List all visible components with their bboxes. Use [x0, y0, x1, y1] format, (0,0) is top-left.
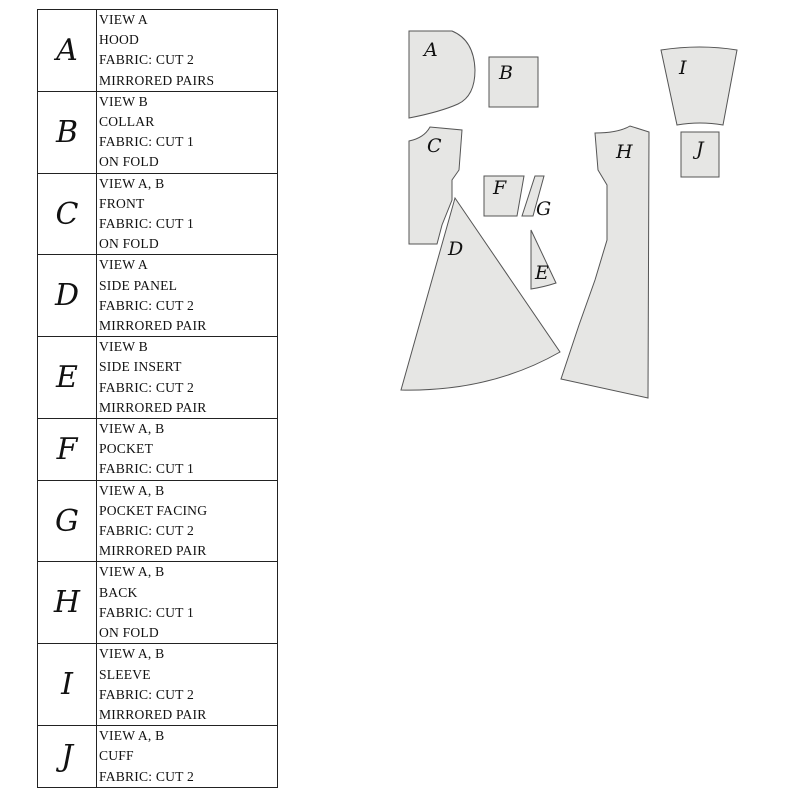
piece-letter: E — [38, 337, 97, 419]
piece-info-line: FABRIC: CUT 1 — [99, 216, 195, 232]
piece-letter: J — [38, 726, 97, 788]
piece-letter: B — [38, 91, 97, 173]
piece-info-line: VIEW B — [99, 93, 148, 109]
piece-i-sleeve — [661, 47, 737, 125]
piece-letter: C — [38, 173, 97, 255]
piece-info-line: CUFF — [99, 748, 134, 764]
piece-info-line: VIEW A, B — [99, 728, 165, 744]
piece-info-line: MIRRORED PAIRS — [99, 72, 215, 88]
piece-info-line: BACK — [99, 584, 138, 600]
piece-info-line: VIEW A, B — [99, 564, 165, 580]
piece-letter: F — [38, 419, 97, 481]
piece-a-hood — [409, 31, 475, 118]
piece-e-label: E — [535, 262, 549, 284]
piece-info-line: ON FOLD — [99, 236, 159, 252]
piece-f-label: F — [493, 177, 507, 199]
piece-info-line: VIEW B — [99, 339, 148, 355]
piece-info-line: COLLAR — [99, 114, 155, 130]
piece-info-line: SLEEVE — [99, 666, 151, 682]
piece-info-line: ON FOLD — [99, 154, 159, 170]
piece-i-label: I — [679, 57, 687, 79]
piece-info-line: VIEW A, B — [99, 175, 165, 191]
piece-g-label: G — [536, 198, 552, 220]
piece-info-line: VIEW A — [99, 257, 148, 273]
piece-info-line: FABRIC: CUT 2 — [99, 297, 195, 313]
piece-info-line: VIEW A, B — [99, 482, 165, 498]
piece-info-line: MIRRORED PAIR — [99, 543, 207, 559]
piece-letter: H — [38, 562, 97, 644]
piece-h-label: H — [616, 141, 633, 163]
piece-info-line: FABRIC: CUT 1 — [99, 461, 195, 477]
piece-info-line: FABRIC: CUT 2 — [99, 379, 195, 395]
piece-info-line: FABRIC: CUT 2 — [99, 52, 195, 68]
piece-info-line: FRONT — [99, 195, 145, 211]
piece-info-line: VIEW A, B — [99, 421, 165, 437]
piece-info-line: FABRIC: CUT 2 — [99, 686, 195, 702]
piece-info-line: MIRRORED PAIR — [99, 399, 207, 415]
piece-j-label: J — [696, 138, 704, 160]
piece-info-line: FABRIC: CUT 1 — [99, 604, 195, 620]
piece-info-line: VIEW A, B — [99, 646, 165, 662]
piece-b-collar — [489, 57, 538, 107]
piece-info-line: POCKET FACING — [99, 502, 208, 518]
piece-info-line: SIDE INSERT — [99, 359, 182, 375]
piece-c-label: C — [427, 135, 442, 157]
piece-info-line: FABRIC: CUT 2 — [99, 523, 195, 539]
piece-info-line: MIRRORED PAIR — [99, 706, 207, 722]
piece-letter: D — [38, 255, 97, 337]
piece-info-line: VIEW A — [99, 12, 148, 27]
piece-info-line: FABRIC: CUT 1 — [99, 134, 195, 150]
piece-a-label: A — [424, 39, 438, 61]
piece-info-line: SIDE PANEL — [99, 277, 178, 293]
piece-info-line: POCKET — [99, 441, 154, 457]
piece-info-line: ON FOLD — [99, 625, 159, 641]
piece-info-line: HOOD — [99, 32, 140, 48]
piece-info-line: MIRRORED PAIR — [99, 318, 207, 334]
piece-letter: I — [38, 644, 97, 726]
piece-letter: G — [38, 480, 97, 562]
piece-b-label: B — [499, 62, 513, 84]
piece-d-label: D — [448, 238, 464, 260]
piece-letter: A — [38, 10, 97, 92]
piece-h-back — [561, 126, 649, 398]
piece-info-line: FABRIC: CUT 2 — [99, 768, 195, 784]
